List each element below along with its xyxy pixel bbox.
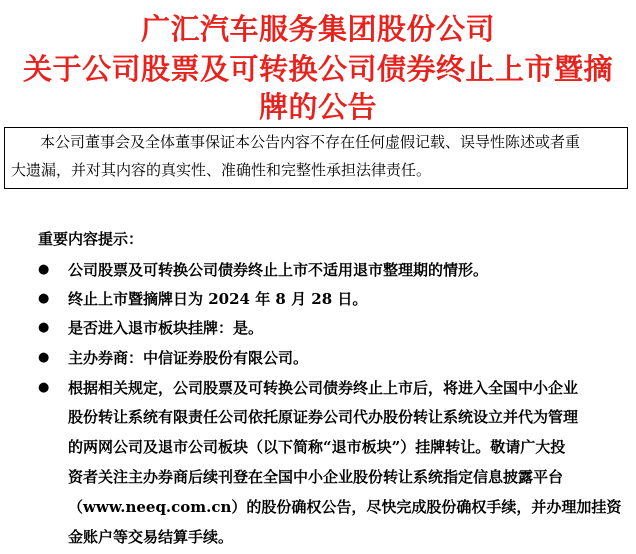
- list-item-text-line-3: 的两网公司及退市公司板块（以下简称“退市板块”）挂牌转让。敬请广大投: [68, 438, 566, 456]
- title-line-3: 牌的公告: [258, 90, 377, 124]
- list-item-text-line-4: 资者关注主办券商后续刊登在全国中小企业股份转让系统指定信息披露平台: [68, 468, 564, 486]
- bullet-icon: ●: [38, 262, 50, 277]
- list-item-text: 终止上市暨摘牌日为 2024 年 8 月 28 日。: [68, 290, 368, 308]
- list-item-text: 是否进入退市板块挂牌：是。: [68, 319, 264, 337]
- bullet-icon: ●: [38, 350, 50, 365]
- list-item-text-line-5: （www.neeq.com.cn）的股份确权公告，尽快完成股份确权手续，并办理加挂资: [68, 498, 622, 516]
- bullet-icon: ●: [38, 320, 50, 335]
- important-notes-heading: 重要内容提示：: [38, 230, 144, 248]
- bullet-icon: ●: [38, 380, 50, 395]
- notice-line-1: 本公司董事会及全体董事保证本公告内容不存在任何虚假记载、误导性陈述或者重: [40, 133, 581, 151]
- list-item-text: 主办券商：中信证券股份有限公司。: [68, 349, 309, 367]
- list-item-text-line-2: 股份转让系统有限责任公司依托原证券公司代办股份转让系统设立并代为管理: [68, 408, 579, 426]
- list-item-text: 公司股票及可转换公司债券终止上市不适用退市整理期的情形。: [68, 261, 489, 279]
- title-line-1: 广汇汽车服务集团股份公司: [140, 12, 495, 46]
- board-guarantee-notice: [4, 127, 628, 189]
- title-line-2: 关于公司股票及可转换公司债券终止上市暨摘: [22, 52, 613, 86]
- notice-line-2: 大遗漏，并对其内容的真实性、准确性和完整性承担法律责任。: [11, 161, 432, 179]
- bullet-icon: ●: [38, 291, 50, 306]
- list-item-text-line-6: 金账户等交易结算手续。: [68, 528, 234, 546]
- list-item-text-line-1: 根据相关规定，公司股票及可转换公司债券终止上市后，将进入全国中小企业: [68, 379, 579, 397]
